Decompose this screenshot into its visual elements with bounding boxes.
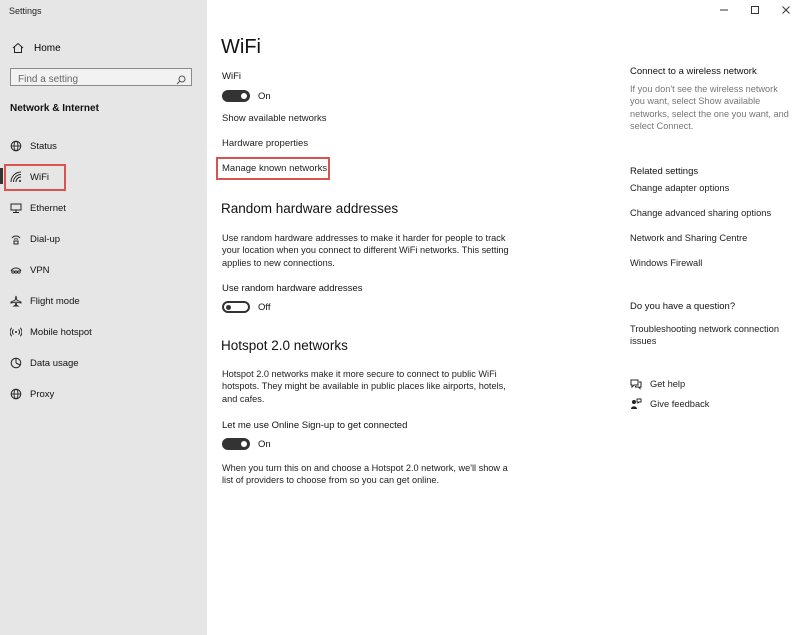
- minimize-icon: [719, 2, 729, 20]
- hardware-properties-link[interactable]: Hardware properties: [222, 138, 309, 149]
- wifi-label: WiFi: [222, 71, 241, 82]
- search-icon[interactable]: [176, 72, 186, 82]
- hotspot-icon: [10, 326, 22, 338]
- wifi-icon: [10, 171, 22, 183]
- wifi-toggle[interactable]: [222, 90, 250, 102]
- sidebar-item-status[interactable]: [10, 138, 57, 154]
- home-nav-item[interactable]: [10, 40, 61, 56]
- search-input[interactable]: [11, 72, 178, 88]
- change-advanced-sharing-link[interactable]: Change advanced sharing options: [630, 208, 772, 218]
- random-hw-description: Use random hardware addresses to make it harder for people to track your location when you connect to different WiFi networks. This setting applies to new connections.: [222, 233, 509, 268]
- sidebar-item-label: WiFi: [30, 171, 49, 183]
- get-help-label: Get help: [650, 379, 686, 389]
- sidebar-item-label: Data usage: [30, 357, 79, 369]
- vpn-icon: [10, 264, 22, 276]
- give-feedback-link[interactable]: [630, 397, 709, 411]
- sidebar-item-wifi[interactable]: [10, 169, 49, 185]
- question-heading: Do you have a question?: [630, 301, 736, 312]
- network-sharing-centre-link[interactable]: Network and Sharing Centre: [630, 233, 748, 243]
- data-usage-icon: [10, 357, 22, 369]
- hotspot2-heading: Hotspot 2.0 networks: [221, 338, 348, 353]
- maximize-icon: [750, 2, 760, 20]
- sidebar: [0, 0, 207, 635]
- sidebar-item-label: Ethernet: [30, 202, 66, 214]
- show-available-networks-link[interactable]: Show available networks: [222, 113, 327, 124]
- connect-heading: Connect to a wireless network: [630, 66, 757, 77]
- sidebar-item-mobile-hotspot[interactable]: [10, 324, 92, 340]
- random-hw-toggle[interactable]: [222, 301, 250, 313]
- random-hw-heading: Random hardware addresses: [221, 201, 399, 216]
- sidebar-item-proxy[interactable]: [10, 386, 54, 402]
- minimize-button[interactable]: [717, 4, 731, 18]
- sidebar-item-label: VPN: [30, 264, 50, 276]
- sidebar-item-label: Proxy: [30, 388, 55, 400]
- maximize-button[interactable]: [748, 4, 762, 18]
- windows-firewall-link[interactable]: Windows Firewall: [630, 258, 703, 268]
- sidebar-item-label: Dial-up: [30, 233, 61, 245]
- hotspot2-footer-text: When you turn this on and choose a Hotspot 2.0 network, we'll show a list of providers to choose from so you can get online.: [222, 463, 508, 486]
- sidebar-item-ethernet[interactable]: [10, 200, 66, 216]
- chat-help-icon: [630, 378, 642, 390]
- ethernet-icon: [10, 202, 22, 214]
- sidebar-item-label: Status: [30, 140, 57, 152]
- page-title: WiFi: [221, 36, 261, 58]
- related-settings-heading: Related settings: [630, 166, 699, 177]
- get-help-link[interactable]: [630, 377, 685, 391]
- online-signup-toggle[interactable]: [222, 438, 250, 450]
- home-icon: [10, 40, 26, 56]
- airplane-icon: [10, 295, 22, 307]
- online-signup-toggle-label: Let me use Online Sign-up to get connected: [222, 420, 408, 431]
- sidebar-item-label: Mobile hotspot: [30, 326, 92, 338]
- home-label: Home: [34, 42, 61, 54]
- globe-icon: [10, 388, 22, 400]
- active-indicator: [0, 168, 3, 184]
- random-hw-toggle-state: Off: [258, 302, 271, 313]
- close-button[interactable]: [779, 4, 793, 18]
- search-box[interactable]: [10, 68, 192, 86]
- connect-help-text: If you don't see the wireless network you want, select Show available networks, select the one you want, and select Connect.: [630, 84, 789, 131]
- change-adapter-options-link[interactable]: Change adapter options: [630, 183, 730, 193]
- wifi-toggle-state: On: [258, 91, 271, 102]
- give-feedback-label: Give feedback: [650, 399, 710, 409]
- manage-known-networks-link[interactable]: Manage known networks: [222, 163, 328, 174]
- random-hw-toggle-label: Use random hardware addresses: [222, 283, 363, 294]
- feedback-icon: [630, 398, 642, 410]
- sidebar-section-title: Network & Internet: [10, 103, 99, 114]
- dial-up-icon: [10, 233, 22, 245]
- sidebar-item-label: Flight mode: [30, 295, 80, 307]
- sidebar-item-vpn[interactable]: [10, 262, 50, 278]
- troubleshooting-link[interactable]: Troubleshooting network connection issues: [630, 324, 780, 347]
- sidebar-item-data-usage[interactable]: [10, 355, 79, 371]
- globe-status-icon: [10, 140, 22, 152]
- sidebar-item-dial-up[interactable]: [10, 231, 60, 247]
- sidebar-item-flight-mode[interactable]: [10, 293, 80, 309]
- close-icon: [781, 2, 791, 20]
- app-title: Settings: [9, 6, 42, 16]
- hotspot2-description: Hotspot 2.0 networks make it more secure to connect to public WiFi hotspots. They might be available in public places like airports, hotels, and cafes.: [222, 369, 506, 404]
- online-signup-toggle-state: On: [258, 439, 271, 450]
